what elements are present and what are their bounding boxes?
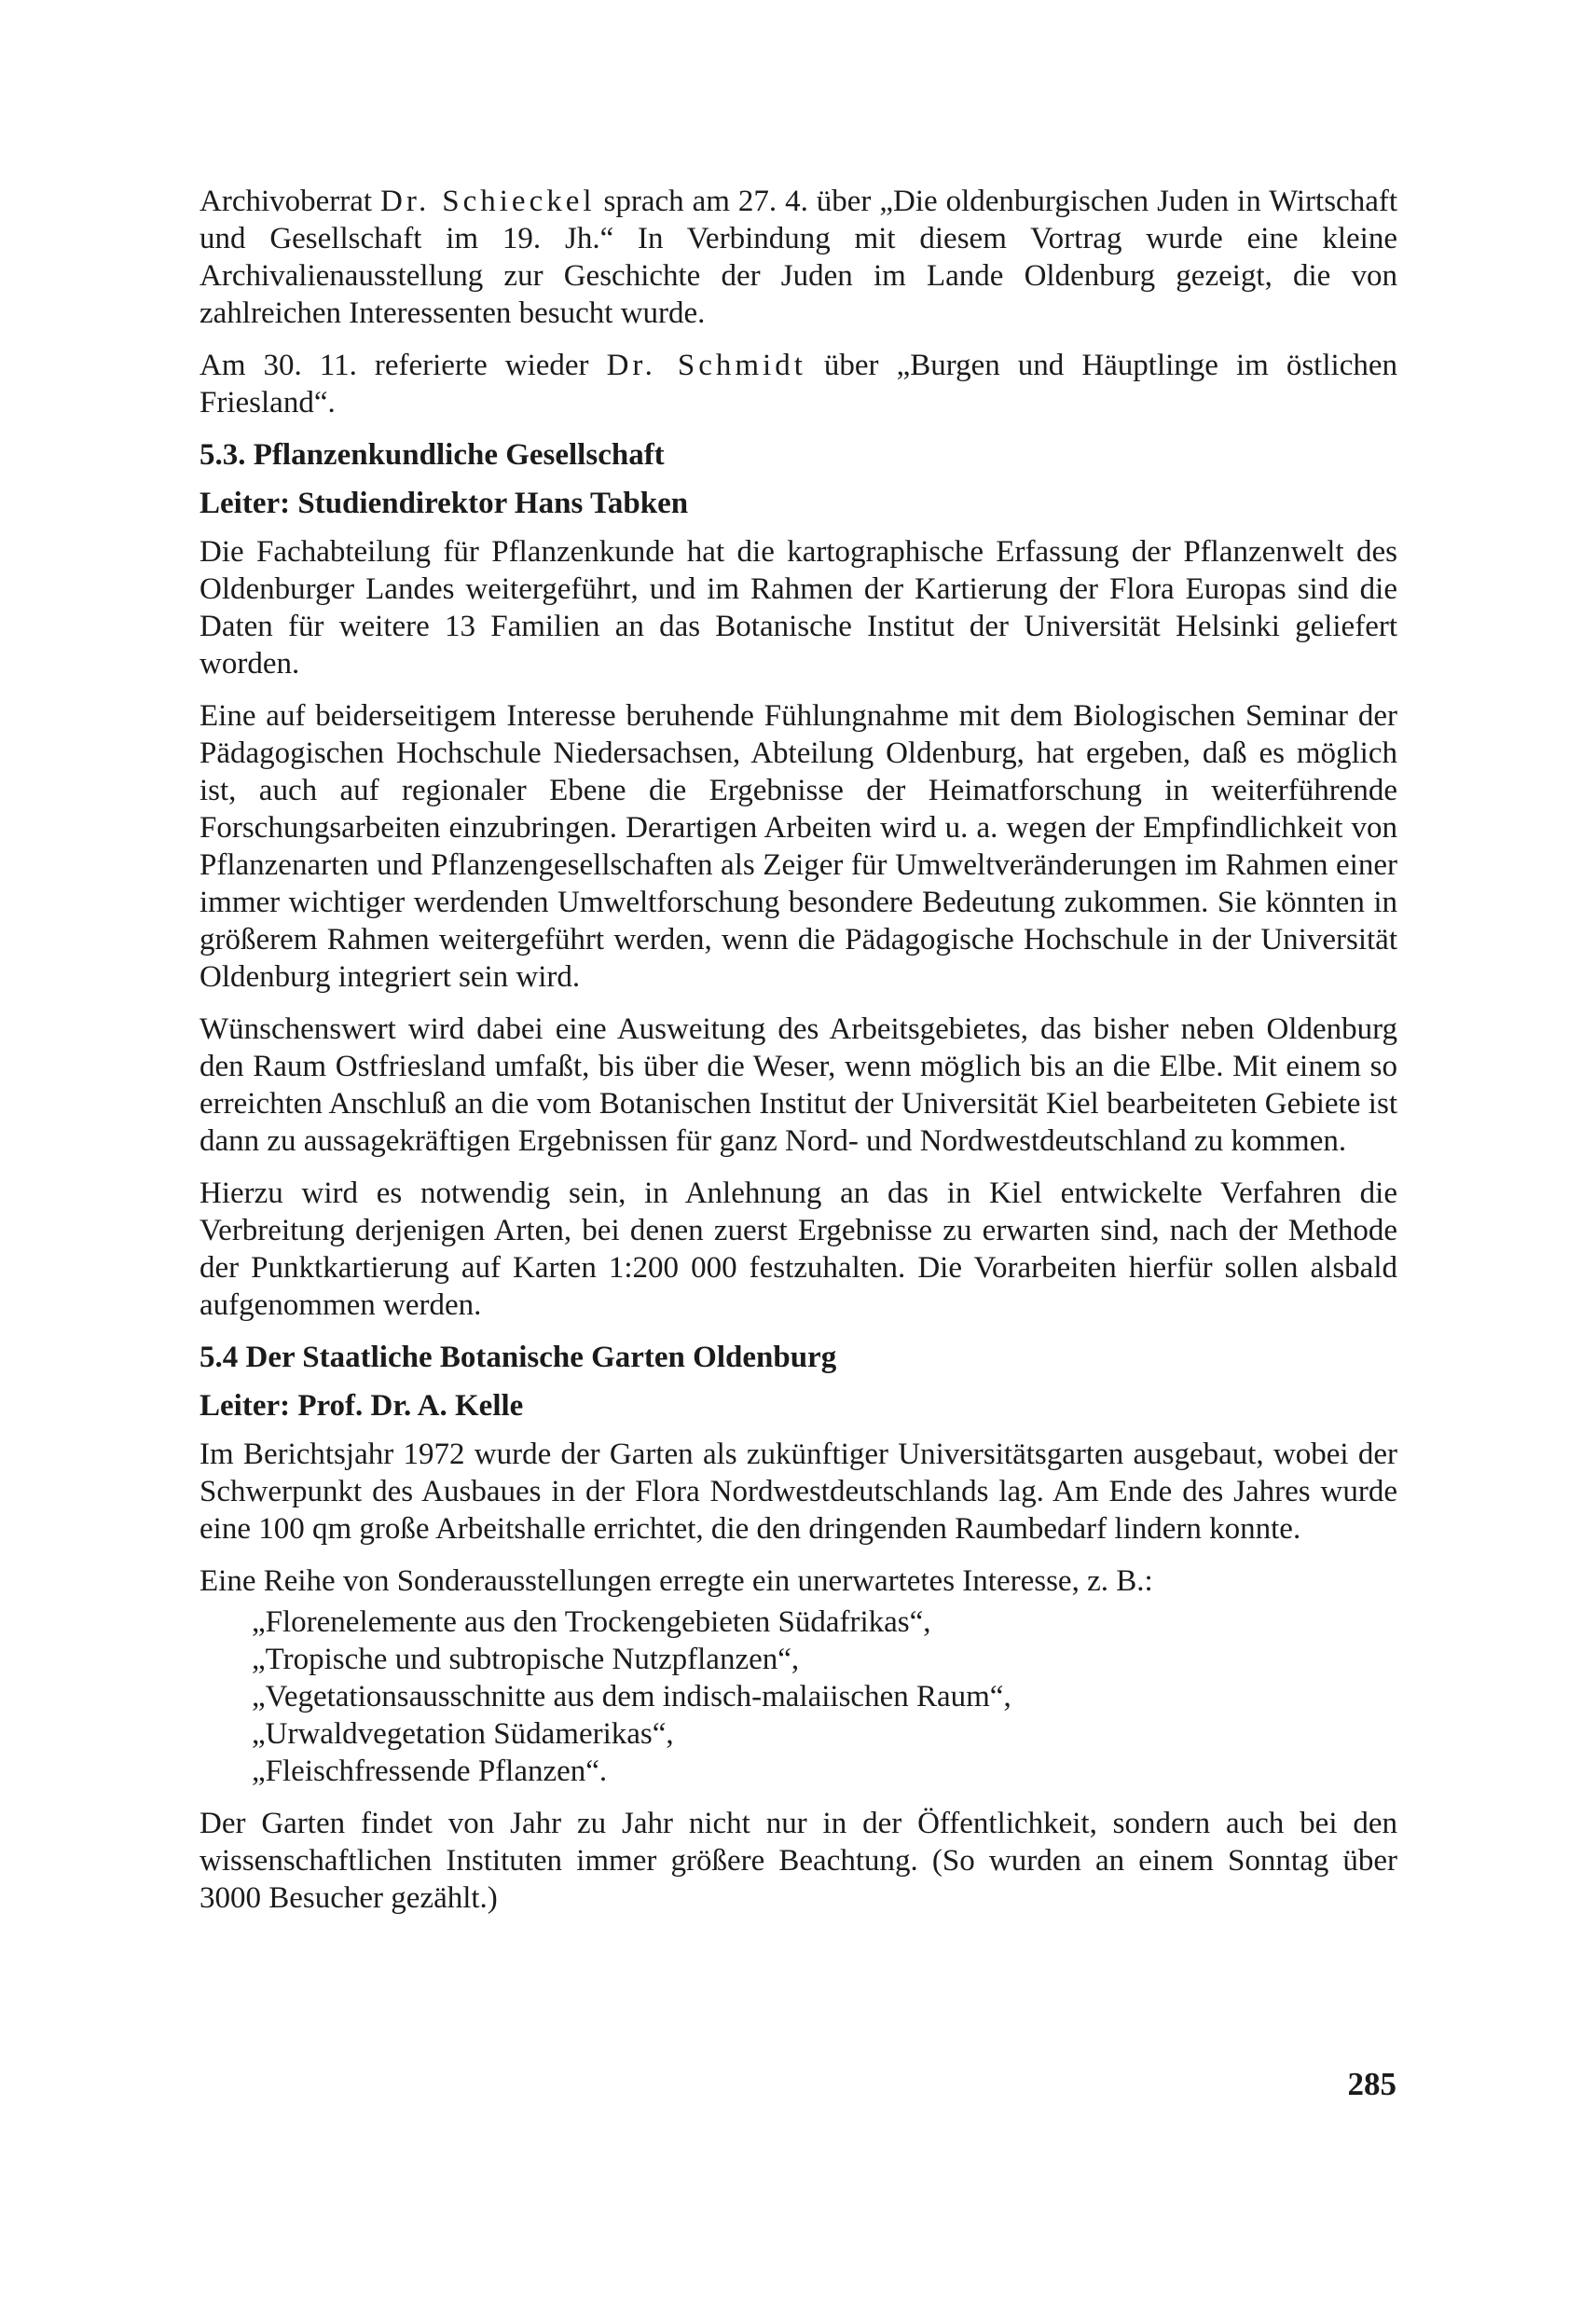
paragraph: Eine auf beiderseitigem Interesse beruhende Fühlungnahme mit dem Biologischen Seminar der Pädagogischen Hochschule Niedersachsen, Abteilung Oldenburg, hat ergeben, daß es möglich ist, auch auf regionaler Ebene die Ergebnisse der Heimatforschung in weiterführende Forschungsarbeiten einzubringen. Derartigen Arbeiten wird u. a. wegen der Empfindlichkeit von Pflanzenarten und Pflanzengesellschaften als Zeiger für Umweltveränderungen im Rahmen einer immer wichtiger werdenden Umweltforschung besondere Bedeutung zukommen. Sie könnten in größerem Rahmen weitergeführt werden, wenn die Pädagogische Hochschule in der Universität Oldenburg integriert sein wird.: [200, 699, 1397, 994]
list-item: „Florenelemente aus den Trockengebieten Südafrikas“,: [252, 1605, 931, 1639]
paragraph: Im Berichtsjahr 1972 wurde der Garten als zukünftiger Universitätsgarten ausgebaut, wobei der Schwerpunkt des Ausbaues in der Flora Nordwestdeutschlands lag. Am Ende des Jahres wurde eine 100 qm große Arbeitshalle errichtet, die den dringenden Raumbedarf lindern konnte.: [200, 1438, 1397, 1546]
list-item: „Fleischfressende Pflanzen“.: [252, 1755, 608, 1788]
list-item: „Urwaldvegetation Südamerikas“,: [252, 1717, 674, 1751]
exhibition-list: [200, 1603, 1397, 1790]
paragraph: Der Garten findet von Jahr zu Jahr nicht nur in der Öffentlichkeit, sondern auch bei den wissenschaftlichen Instituten immer größere Beachtung. (So wurden an einem Sonntag über 3000 Besucher gezählt.): [200, 1807, 1397, 1915]
paragraph-schmidt: [200, 347, 1397, 421]
paragraph: Hierzu wird es notwendig sein, in Anlehnung an das in Kiel entwickelte Verfahren die Verbreitung derjenigen Arten, bei denen zuerst Ergebnisse zu erwarten sind, nach der Methode der Punktkartierung auf Karten 1:200 000 festzuhalten. Die Vorarbeiten hierfür sollen alsbald aufgenommen werden.: [200, 1177, 1397, 1322]
paragraph-text: Archivoberrat: [200, 185, 381, 218]
section-leiter-5-4: Leiter: Prof. Dr. A. Kelle: [200, 1389, 524, 1423]
page-body: [200, 183, 1397, 1932]
paragraph-archivoberrat: [200, 183, 1397, 332]
speaker-name: Dr. Schieckel: [380, 185, 596, 218]
section-heading-5-4: 5.4 Der Staatliche Botanische Garten Oldenburg: [200, 1341, 837, 1374]
paragraph-text: sprach am 27. 4. über „Die oldenburgischen Juden in Wirtschaft und Gesellschaft im 19. Jh.“ In Verbindung mit diesem Vortrag wurde eine kleine Archivalienausstellung zur Geschichte der Juden im Lande Oldenburg gezeigt, die von zahlreichen Interessenten besucht wurde.: [200, 185, 1398, 330]
speaker-name: Dr. Schmidt: [606, 349, 806, 382]
page-number: 285: [1347, 2066, 1396, 2102]
paragraph-text: über „Burgen und Häuptlinge im östlichen Friesland“.: [200, 349, 1397, 420]
list-item: „Vegetationsausschnitte aus dem indisch-malaiischen Raum“,: [252, 1680, 1011, 1713]
section-leiter-5-3: Leiter: Studiendirektor Hans Tabken: [200, 487, 689, 520]
paragraph: Die Fachabteilung für Pflanzenkunde hat die kartographische Erfassung der Pflanzenwelt des Oldenburger Landes weitergeführt, und im Rahmen der Kartierung der Flora Europas sind die Daten für weitere 13 Familien an das Botanische Institut der Universität Helsinki geliefert worden.: [200, 535, 1397, 681]
paragraph-text: Am 30. 11. referierte wieder: [200, 349, 607, 382]
section-heading-5-3: 5.3. Pflanzenkundliche Gesellschaft: [200, 438, 665, 472]
list-item: „Tropische und subtropische Nutzpflanzen“,: [252, 1643, 800, 1676]
paragraph: Wünschenswert wird dabei eine Ausweitung des Arbeitsgebietes, das bisher neben Oldenburg den Raum Ostfriesland umfaßt, bis über die Weser, wenn möglich bis an die Elbe. Mit einem so erreichten Anschluß an die vom Botanischen Institut der Universität Kiel bearbeiteten Gebiete ist dann zu aussagekräftigen Ergebnissen für ganz Nord- und Nordwestdeutschland zu kommen.: [200, 1012, 1397, 1158]
paragraph: Eine Reihe von Sonderausstellungen erregte ein unerwartetes Interesse, z. B.:: [200, 1564, 1153, 1598]
